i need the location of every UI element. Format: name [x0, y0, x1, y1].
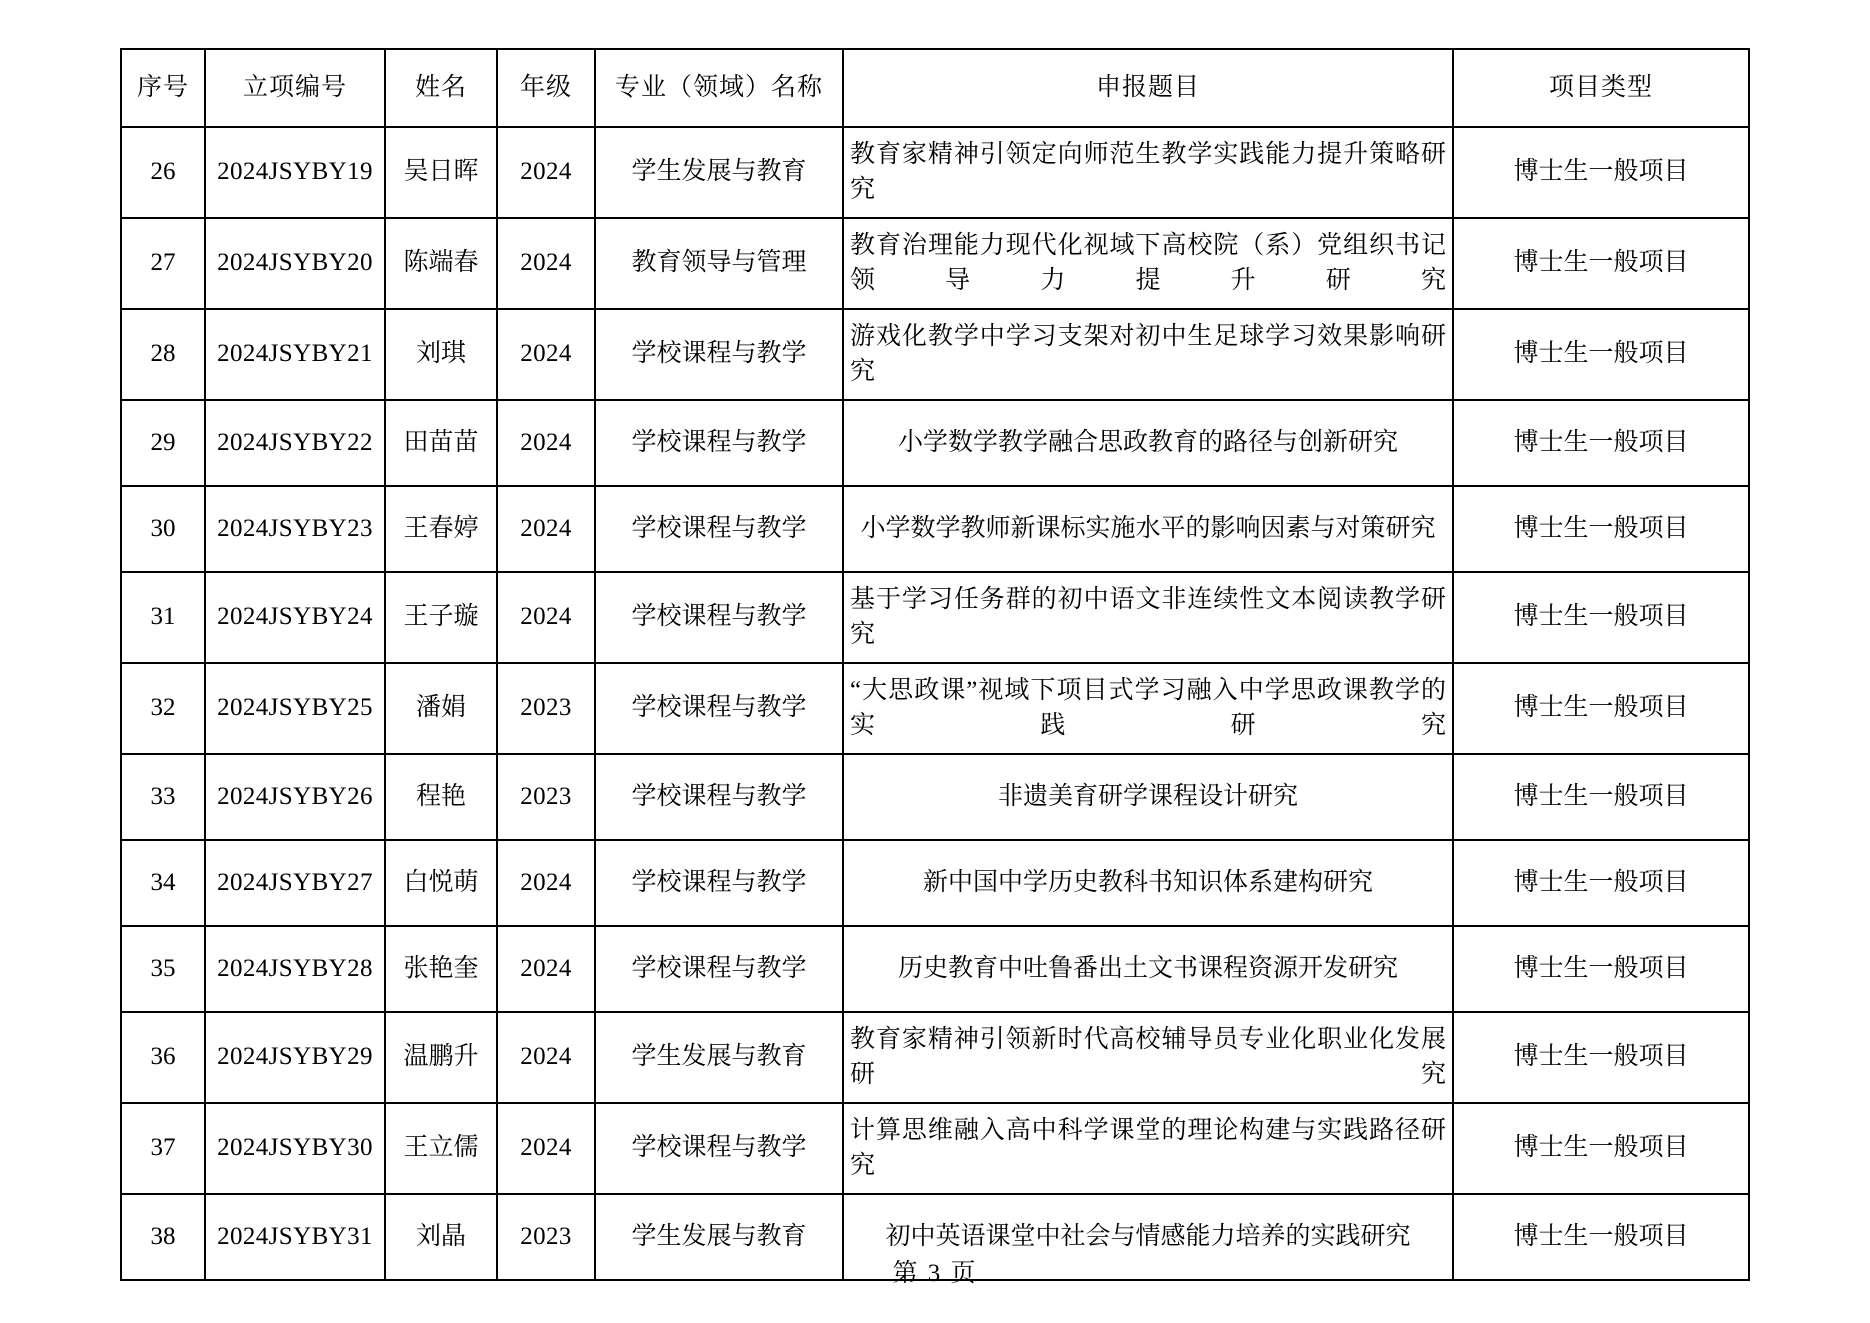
- cell-name: 白悦萌: [385, 840, 497, 926]
- column-header-grade: 年级: [497, 49, 595, 127]
- cell-project-type: 博士生一般项目: [1453, 754, 1749, 840]
- cell-name: 刘晶: [385, 1194, 497, 1280]
- cell-project-type: 博士生一般项目: [1453, 218, 1749, 309]
- cell-project-code: 2024JSYBY27: [205, 840, 385, 926]
- table-row: [121, 926, 1749, 1012]
- cell-project-code: 2024JSYBY26: [205, 754, 385, 840]
- cell-grade: 2023: [497, 663, 595, 754]
- cell-project-code: 2024JSYBY29: [205, 1012, 385, 1103]
- cell-grade: 2024: [497, 926, 595, 1012]
- cell-grade: 2024: [497, 1103, 595, 1194]
- column-header-major: 专业（领域）名称: [595, 49, 843, 127]
- table-row: [121, 1103, 1749, 1194]
- table-row: [121, 127, 1749, 218]
- cell-project-code: 2024JSYBY28: [205, 926, 385, 1012]
- cell-project-code: 2024JSYBY21: [205, 309, 385, 400]
- table-row: [121, 486, 1749, 572]
- cell-project-type: 博士生一般项目: [1453, 926, 1749, 1012]
- cell-title: 教育家精神引领新时代高校辅导员专业化职业化发展研究: [843, 1012, 1453, 1103]
- cell-project-code: 2024JSYBY19: [205, 127, 385, 218]
- cell-seq: 32: [121, 663, 205, 754]
- table-row: [121, 840, 1749, 926]
- cell-grade: 2023: [497, 1194, 595, 1280]
- cell-seq: 29: [121, 400, 205, 486]
- cell-grade: 2024: [497, 840, 595, 926]
- cell-name: 王立儒: [385, 1103, 497, 1194]
- cell-name: 潘娟: [385, 663, 497, 754]
- cell-major: 学生发展与教育: [595, 1194, 843, 1280]
- cell-grade: 2024: [497, 218, 595, 309]
- cell-name: 刘琪: [385, 309, 497, 400]
- cell-grade: 2024: [497, 127, 595, 218]
- cell-name: 张艳奎: [385, 926, 497, 1012]
- cell-project-type: 博士生一般项目: [1453, 127, 1749, 218]
- cell-major: 学校课程与教学: [595, 400, 843, 486]
- cell-title: 小学数学教学融合思政教育的路径与创新研究: [843, 400, 1453, 486]
- cell-grade: 2024: [497, 400, 595, 486]
- cell-name: 王子璇: [385, 572, 497, 663]
- page-footer: 第 3 页: [892, 1260, 978, 1287]
- cell-seq: 33: [121, 754, 205, 840]
- cell-project-type: 博士生一般项目: [1453, 400, 1749, 486]
- cell-major: 学校课程与教学: [595, 754, 843, 840]
- cell-title: 游戏化教学中学习支架对初中生足球学习效果影响研究: [843, 309, 1453, 400]
- cell-name: 吴日晖: [385, 127, 497, 218]
- cell-major: 学校课程与教学: [595, 572, 843, 663]
- cell-title: 历史教育中吐鲁番出土文书课程资源开发研究: [843, 926, 1453, 1012]
- cell-major: 学校课程与教学: [595, 486, 843, 572]
- cell-major: 学校课程与教学: [595, 1103, 843, 1194]
- cell-major: 学校课程与教学: [595, 926, 843, 1012]
- cell-seq: 30: [121, 486, 205, 572]
- table-row: [121, 1012, 1749, 1103]
- cell-seq: 38: [121, 1194, 205, 1280]
- cell-grade: 2024: [497, 572, 595, 663]
- cell-project-type: 博士生一般项目: [1453, 663, 1749, 754]
- cell-project-type: 博士生一般项目: [1453, 309, 1749, 400]
- cell-seq: 27: [121, 218, 205, 309]
- cell-seq: 35: [121, 926, 205, 1012]
- cell-grade: 2024: [497, 1012, 595, 1103]
- column-header-project-type: 项目类型: [1453, 49, 1749, 127]
- cell-name: 王春婷: [385, 486, 497, 572]
- cell-grade: 2024: [497, 486, 595, 572]
- cell-project-type: 博士生一般项目: [1453, 1012, 1749, 1103]
- cell-seq: 31: [121, 572, 205, 663]
- cell-project-code: 2024JSYBY24: [205, 572, 385, 663]
- cell-title: 计算思维融入高中科学课堂的理论构建与实践路径研究: [843, 1103, 1453, 1194]
- cell-project-code: 2024JSYBY23: [205, 486, 385, 572]
- cell-major: 学校课程与教学: [595, 663, 843, 754]
- table-row: [121, 400, 1749, 486]
- cell-name: 田苗苗: [385, 400, 497, 486]
- cell-title: 教育家精神引领定向师范生教学实践能力提升策略研究: [843, 127, 1453, 218]
- cell-major: 学校课程与教学: [595, 309, 843, 400]
- cell-name: 程艳: [385, 754, 497, 840]
- cell-title: 基于学习任务群的初中语文非连续性文本阅读教学研究: [843, 572, 1453, 663]
- column-header-project-code: 立项编号: [205, 49, 385, 127]
- cell-title: 教育治理能力现代化视域下高校院（系）党组织书记领导力提升研究: [843, 218, 1453, 309]
- cell-seq: 34: [121, 840, 205, 926]
- cell-project-code: 2024JSYBY20: [205, 218, 385, 309]
- cell-project-code: 2024JSYBY30: [205, 1103, 385, 1194]
- cell-project-type: 博士生一般项目: [1453, 572, 1749, 663]
- cell-project-type: 博士生一般项目: [1453, 1103, 1749, 1194]
- cell-project-type: 博士生一般项目: [1453, 486, 1749, 572]
- cell-project-code: 2024JSYBY25: [205, 663, 385, 754]
- table-row: [121, 572, 1749, 663]
- table-row: [121, 309, 1749, 400]
- column-header-title: 申报题目: [843, 49, 1453, 127]
- cell-title: 新中国中学历史教科书知识体系建构研究: [843, 840, 1453, 926]
- cell-major: 学生发展与教育: [595, 127, 843, 218]
- cell-major: 学生发展与教育: [595, 1012, 843, 1103]
- cell-major: 学校课程与教学: [595, 840, 843, 926]
- column-header-seq: 序号: [121, 49, 205, 127]
- table-row: [121, 218, 1749, 309]
- cell-project-type: 博士生一般项目: [1453, 840, 1749, 926]
- cell-title: 非遗美育研学课程设计研究: [843, 754, 1453, 840]
- cell-major: 教育领导与管理: [595, 218, 843, 309]
- cell-grade: 2023: [497, 754, 595, 840]
- cell-grade: 2024: [497, 309, 595, 400]
- cell-name: 温鹏升: [385, 1012, 497, 1103]
- table-body: [121, 127, 1749, 1280]
- column-header-name: 姓名: [385, 49, 497, 127]
- cell-title: “大思政课”视域下项目式学习融入中学思政课教学的实践研究: [843, 663, 1453, 754]
- cell-seq: 28: [121, 309, 205, 400]
- cell-title: 小学数学教师新课标实施水平的影响因素与对策研究: [843, 486, 1453, 572]
- cell-title: 初中英语课堂中社会与情感能力培养的实践研究: [843, 1194, 1453, 1280]
- cell-project-type: 博士生一般项目: [1453, 1194, 1749, 1280]
- cell-name: 陈端春: [385, 218, 497, 309]
- approved-projects-table: [120, 48, 1750, 1281]
- cell-seq: 36: [121, 1012, 205, 1103]
- cell-project-code: 2024JSYBY22: [205, 400, 385, 486]
- table-row: [121, 663, 1749, 754]
- cell-seq: 37: [121, 1103, 205, 1194]
- table-header-row: [121, 49, 1749, 127]
- table-row: [121, 754, 1749, 840]
- cell-project-code: 2024JSYBY31: [205, 1194, 385, 1280]
- cell-seq: 26: [121, 127, 205, 218]
- table-header: [121, 49, 1749, 127]
